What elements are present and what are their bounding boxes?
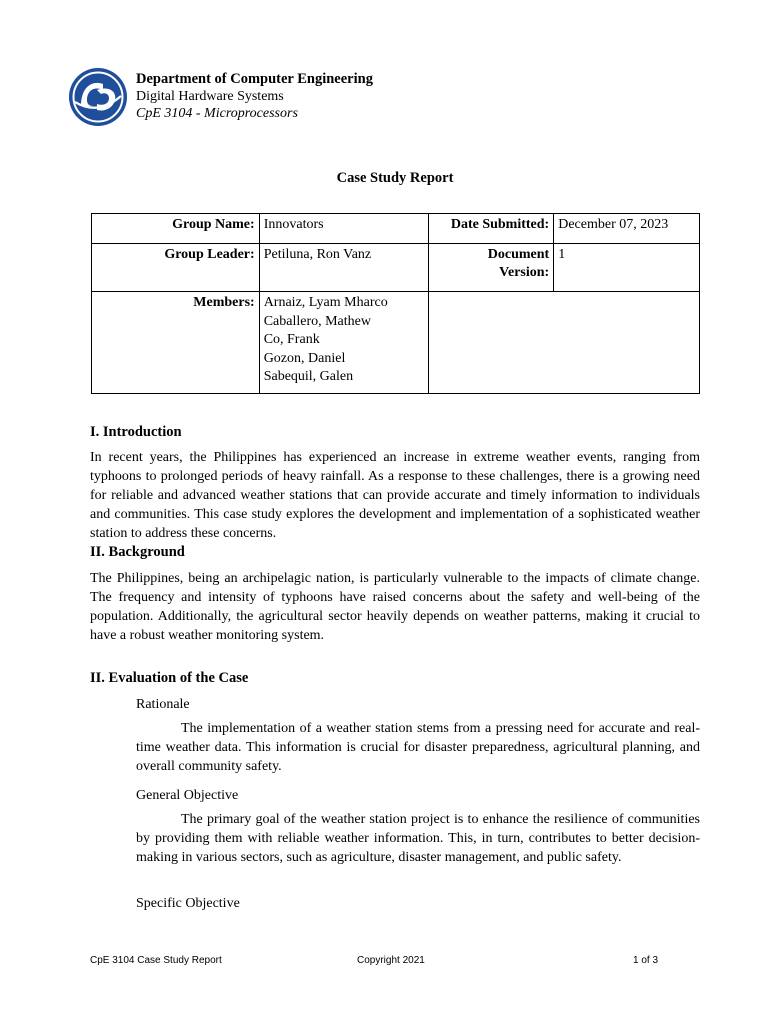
date-submitted-label: Date Submitted: — [429, 214, 554, 244]
member-name: Gozon, Daniel — [263, 350, 346, 366]
footer-left: CpE 3104 Case Study Report — [90, 955, 222, 966]
footer-center: Copyright 2021 — [357, 955, 425, 966]
evaluation-heading: II. Evaluation of the Case — [90, 670, 249, 686]
members-list — [259, 292, 429, 394]
report-title: Case Study Report — [336, 170, 454, 186]
member-name: Caballero, Mathew — [263, 313, 371, 329]
introduction-heading: I. Introduction — [90, 424, 182, 440]
introduction-section — [90, 423, 700, 645]
table-row — [92, 292, 700, 394]
page-number: 1 of 3 — [633, 955, 659, 966]
course-name: CpE 3104 - Microprocessors — [136, 106, 298, 121]
specific-objective-block — [136, 894, 700, 913]
background-heading: II. Background — [90, 544, 185, 560]
member-name: Arnaiz, Lyam Mharco — [263, 295, 388, 310]
document-version-label-line1: Document — [487, 247, 550, 262]
general-objective-text: The primary goal of the weather station project is to enhance the resilience of communities by providing them with reliable weather information. This, in turn, contributes to better decision-making in various sectors, such as agriculture, disaster management, and public safety. — [136, 812, 700, 865]
background-text: The Philippines, being an archipelagic nation, is particularly vulnerable to the impacts of climate change. The frequency and intensity of typhoons have raised concerns about the safety and well-being of the population. Additionally, the agricultural sector heavily depends on weather patterns, making it crucial to have a robust weather monitoring system. — [90, 571, 700, 643]
program-name: Digital Hardware Systems — [136, 89, 284, 104]
rationale-block — [136, 695, 700, 776]
group-leader-value: Petiluna, Ron Vanz — [259, 244, 429, 292]
group-leader-label: Group Leader: — [92, 244, 260, 292]
group-info-table — [91, 213, 700, 394]
document-version-label — [429, 244, 554, 292]
empty-cell — [429, 292, 700, 394]
letterhead — [136, 71, 373, 122]
specific-objective-heading: Specific Objective — [136, 896, 240, 911]
date-submitted-value: December 07, 2023 — [554, 214, 700, 244]
members-label: Members: — [92, 292, 260, 394]
table-row — [92, 244, 700, 292]
evaluation-section — [90, 669, 700, 688]
general-objective-heading: General Objective — [136, 788, 239, 803]
rationale-text: The implementation of a weather station stems from a pressing need for accurate and real-time weather data. This information is crucial for disaster preparedness, agricultural planning, and overall community safety. — [136, 721, 700, 774]
rationale-heading: Rationale — [136, 697, 190, 712]
general-objective-block — [136, 786, 700, 867]
group-name-label: Group Name: — [92, 214, 260, 244]
department-logo-icon — [67, 66, 129, 128]
introduction-text: In recent years, the Philippines has experienced an increase in extreme weather events, ranging from typhoons to prolonged periods of heavy rainfall. As a response to these challenges, there is a growing need for reliable and advanced weather stations that can provide accurate and timely information to individuals and communities. This case study explores the development and implementation of a sophisticated weather station to address these concerns. — [90, 450, 700, 541]
group-name-value: Innovators — [259, 214, 429, 244]
department-name: Department of Computer Engineering — [136, 71, 373, 87]
table-row — [92, 214, 700, 244]
member-name: Co, Frank — [263, 332, 320, 347]
member-name: Sabequil, Galen — [263, 369, 354, 384]
document-version-value: 1 — [554, 244, 700, 292]
document-version-label-line2: Version: — [499, 265, 550, 280]
